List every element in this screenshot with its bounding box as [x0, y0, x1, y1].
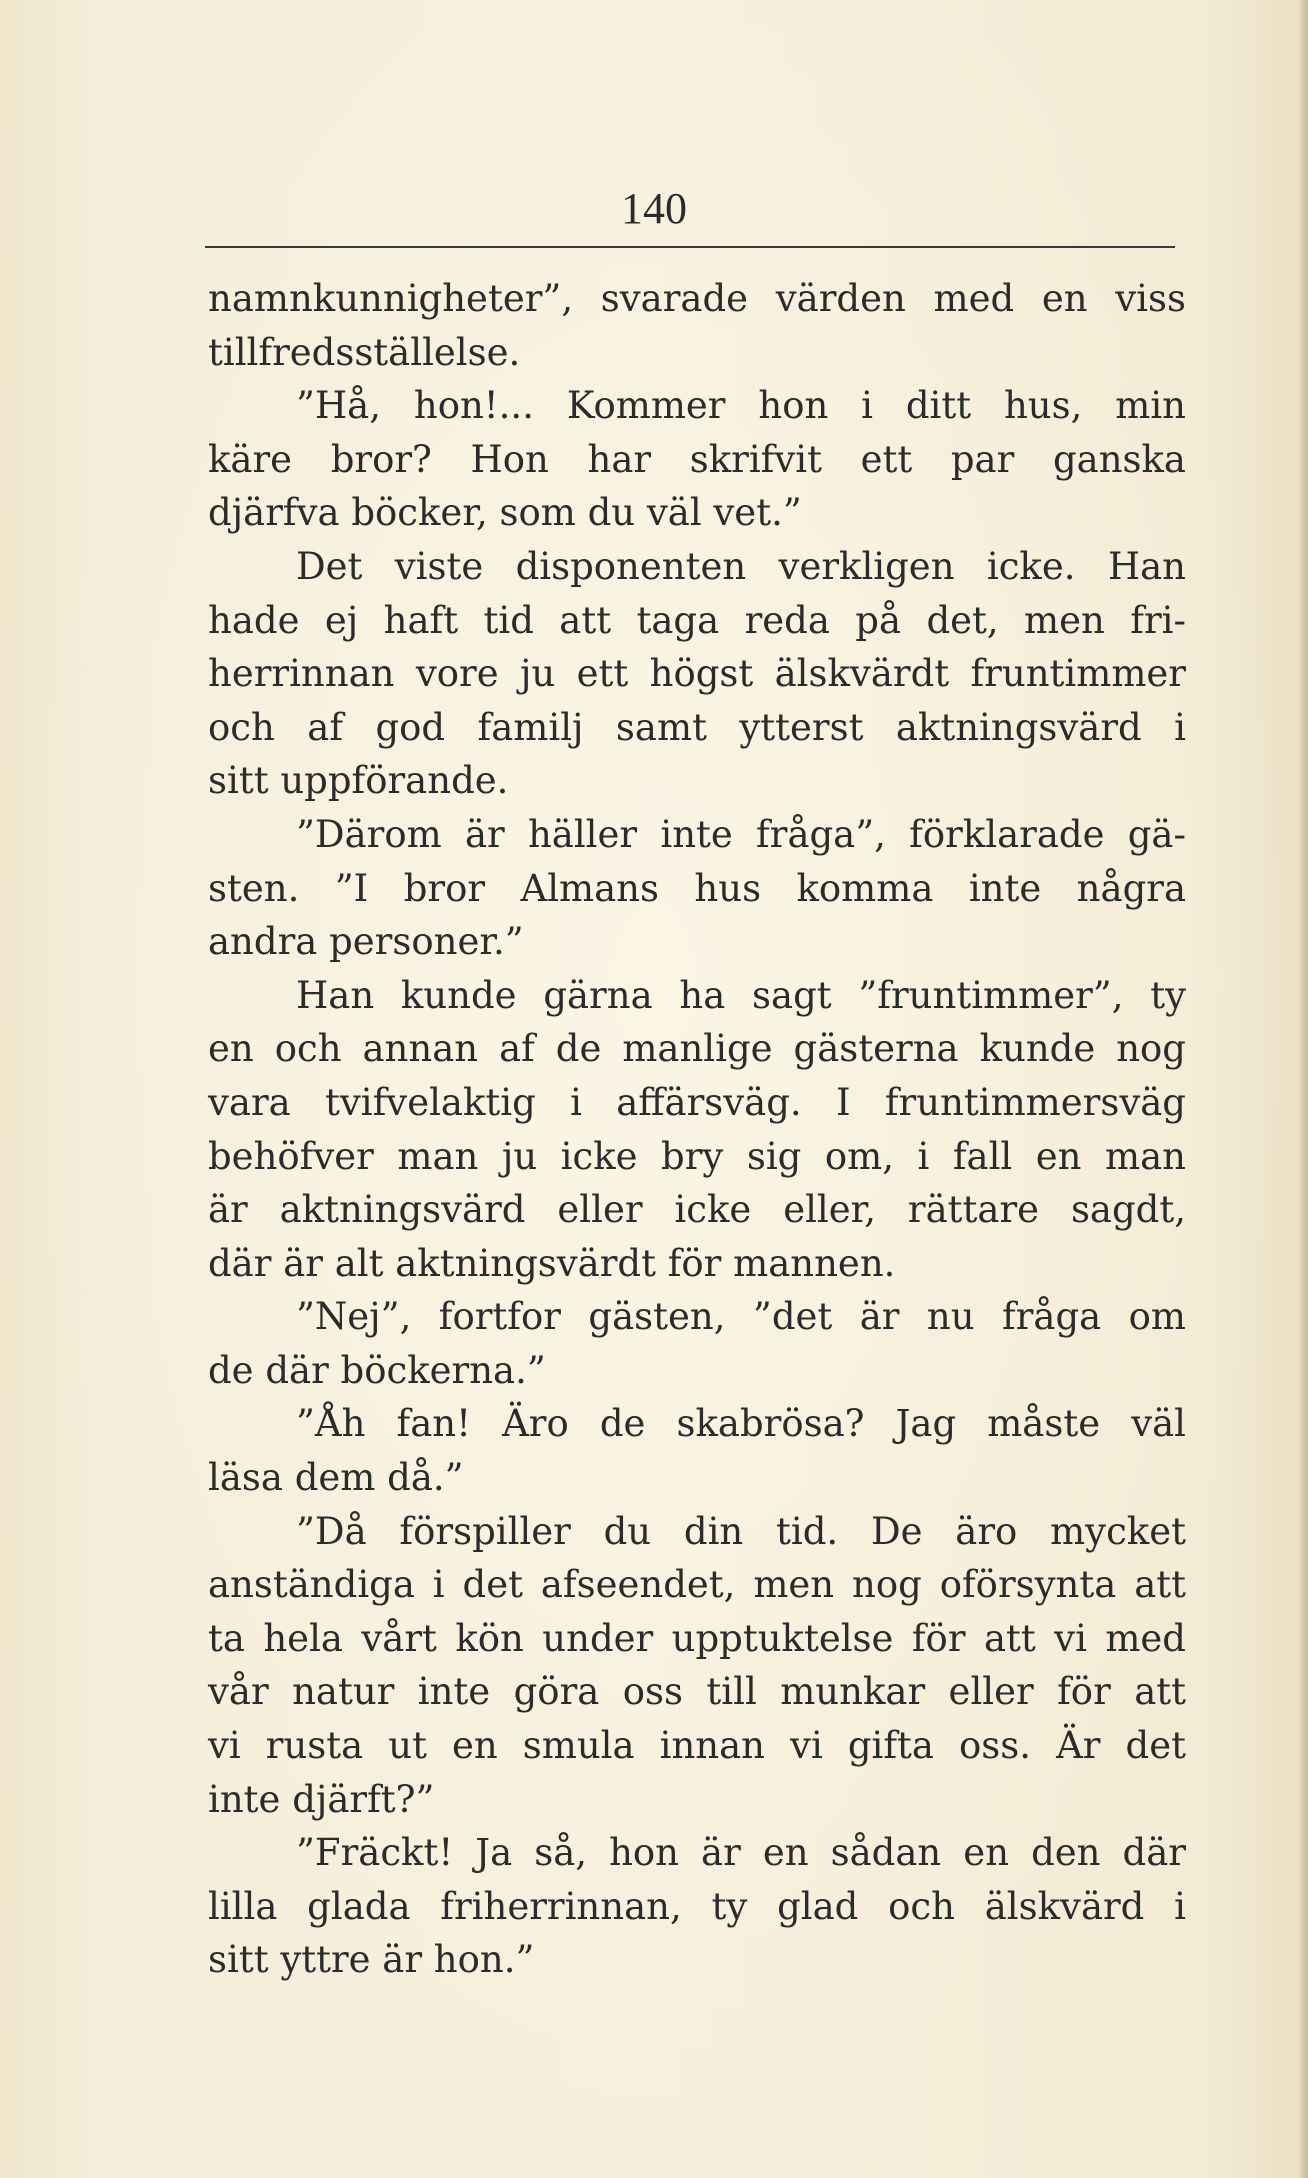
text-line: vi rusta ut en smula innan vi gifta oss. Är det	[208, 1724, 1186, 1768]
text-line: hade ej haft tid att taga reda på det, men fri-	[208, 598, 1186, 642]
text-line: behöfver man ju icke bry sig om, i fall en man	[208, 1134, 1186, 1178]
text-line: där är alt aktningsvärdt för mannen.	[208, 1241, 896, 1285]
text-line: andra personer.”	[208, 920, 524, 964]
text-line: ”Hå, hon!... Kommer hon i ditt hus, min	[296, 384, 1186, 428]
text-line: herrinnan vore ju ett högst älskvärdt fruntimmer	[208, 652, 1186, 696]
text-line: ”Nej”, fortfor gästen, ”det är nu fråga om	[296, 1295, 1186, 1339]
text-line: ”Åh fan! Äro de skabrösa? Jag måste väl	[296, 1402, 1186, 1446]
text-line: lilla glada friherrinnan, ty glad och älskvärd i	[208, 1884, 1186, 1928]
text-line: en och annan af de manlige gästerna kunde nog	[208, 1027, 1186, 1071]
text-line: de där böckerna.”	[208, 1348, 546, 1392]
text-line: vara tvifvelaktig i affärsväg. I fruntimmersväg	[208, 1080, 1186, 1124]
text-line: sitt uppförande.	[208, 759, 509, 803]
header-rule	[205, 246, 1175, 248]
page-number: 140	[621, 184, 687, 233]
text-line: anständiga i det afseendet, men nog oförsynta att	[208, 1563, 1186, 1607]
text-line: och af god familj samt ytterst aktningsvärd i	[208, 705, 1186, 749]
text-line: namnkunnigheter”, svarade värden med en viss	[208, 277, 1186, 320]
text-line: vår natur inte göra oss till munkar eller för att	[208, 1670, 1186, 1714]
text-line: sten. ”I bror Almans hus komma inte några	[208, 866, 1186, 910]
text-line: ”Då förspiller du din tid. De äro mycket	[296, 1509, 1186, 1553]
body-text	[208, 272, 1186, 1987]
text-line: är aktningsvärd eller icke eller, rättare sagdt,	[208, 1188, 1186, 1232]
text-line: Det viste disponenten verkligen icke. Han	[296, 544, 1186, 588]
text-line: sitt yttre är hon.”	[208, 1938, 535, 1982]
text-line: läsa dem då.”	[208, 1456, 464, 1500]
text-line: djärfva böcker, som du väl vet.”	[208, 491, 802, 535]
text-line: ”Därom är häller inte fråga”, förklarade gä-	[296, 812, 1186, 856]
text-line: ”Fräckt! Ja så, hon är en sådan en den där	[296, 1831, 1186, 1875]
text-line: käre bror? Hon har skrifvit ett par ganska	[208, 437, 1186, 481]
text-line: tillfredsställelse.	[208, 330, 521, 374]
text-line: Han kunde gärna ha sagt ”fruntimmer”, ty	[296, 973, 1186, 1017]
page-edge-shadow	[1298, 0, 1308, 2178]
text-line: inte djärft?”	[208, 1777, 435, 1821]
text-line: ta hela vårt kön under upptuktelse för att vi med	[208, 1616, 1186, 1660]
